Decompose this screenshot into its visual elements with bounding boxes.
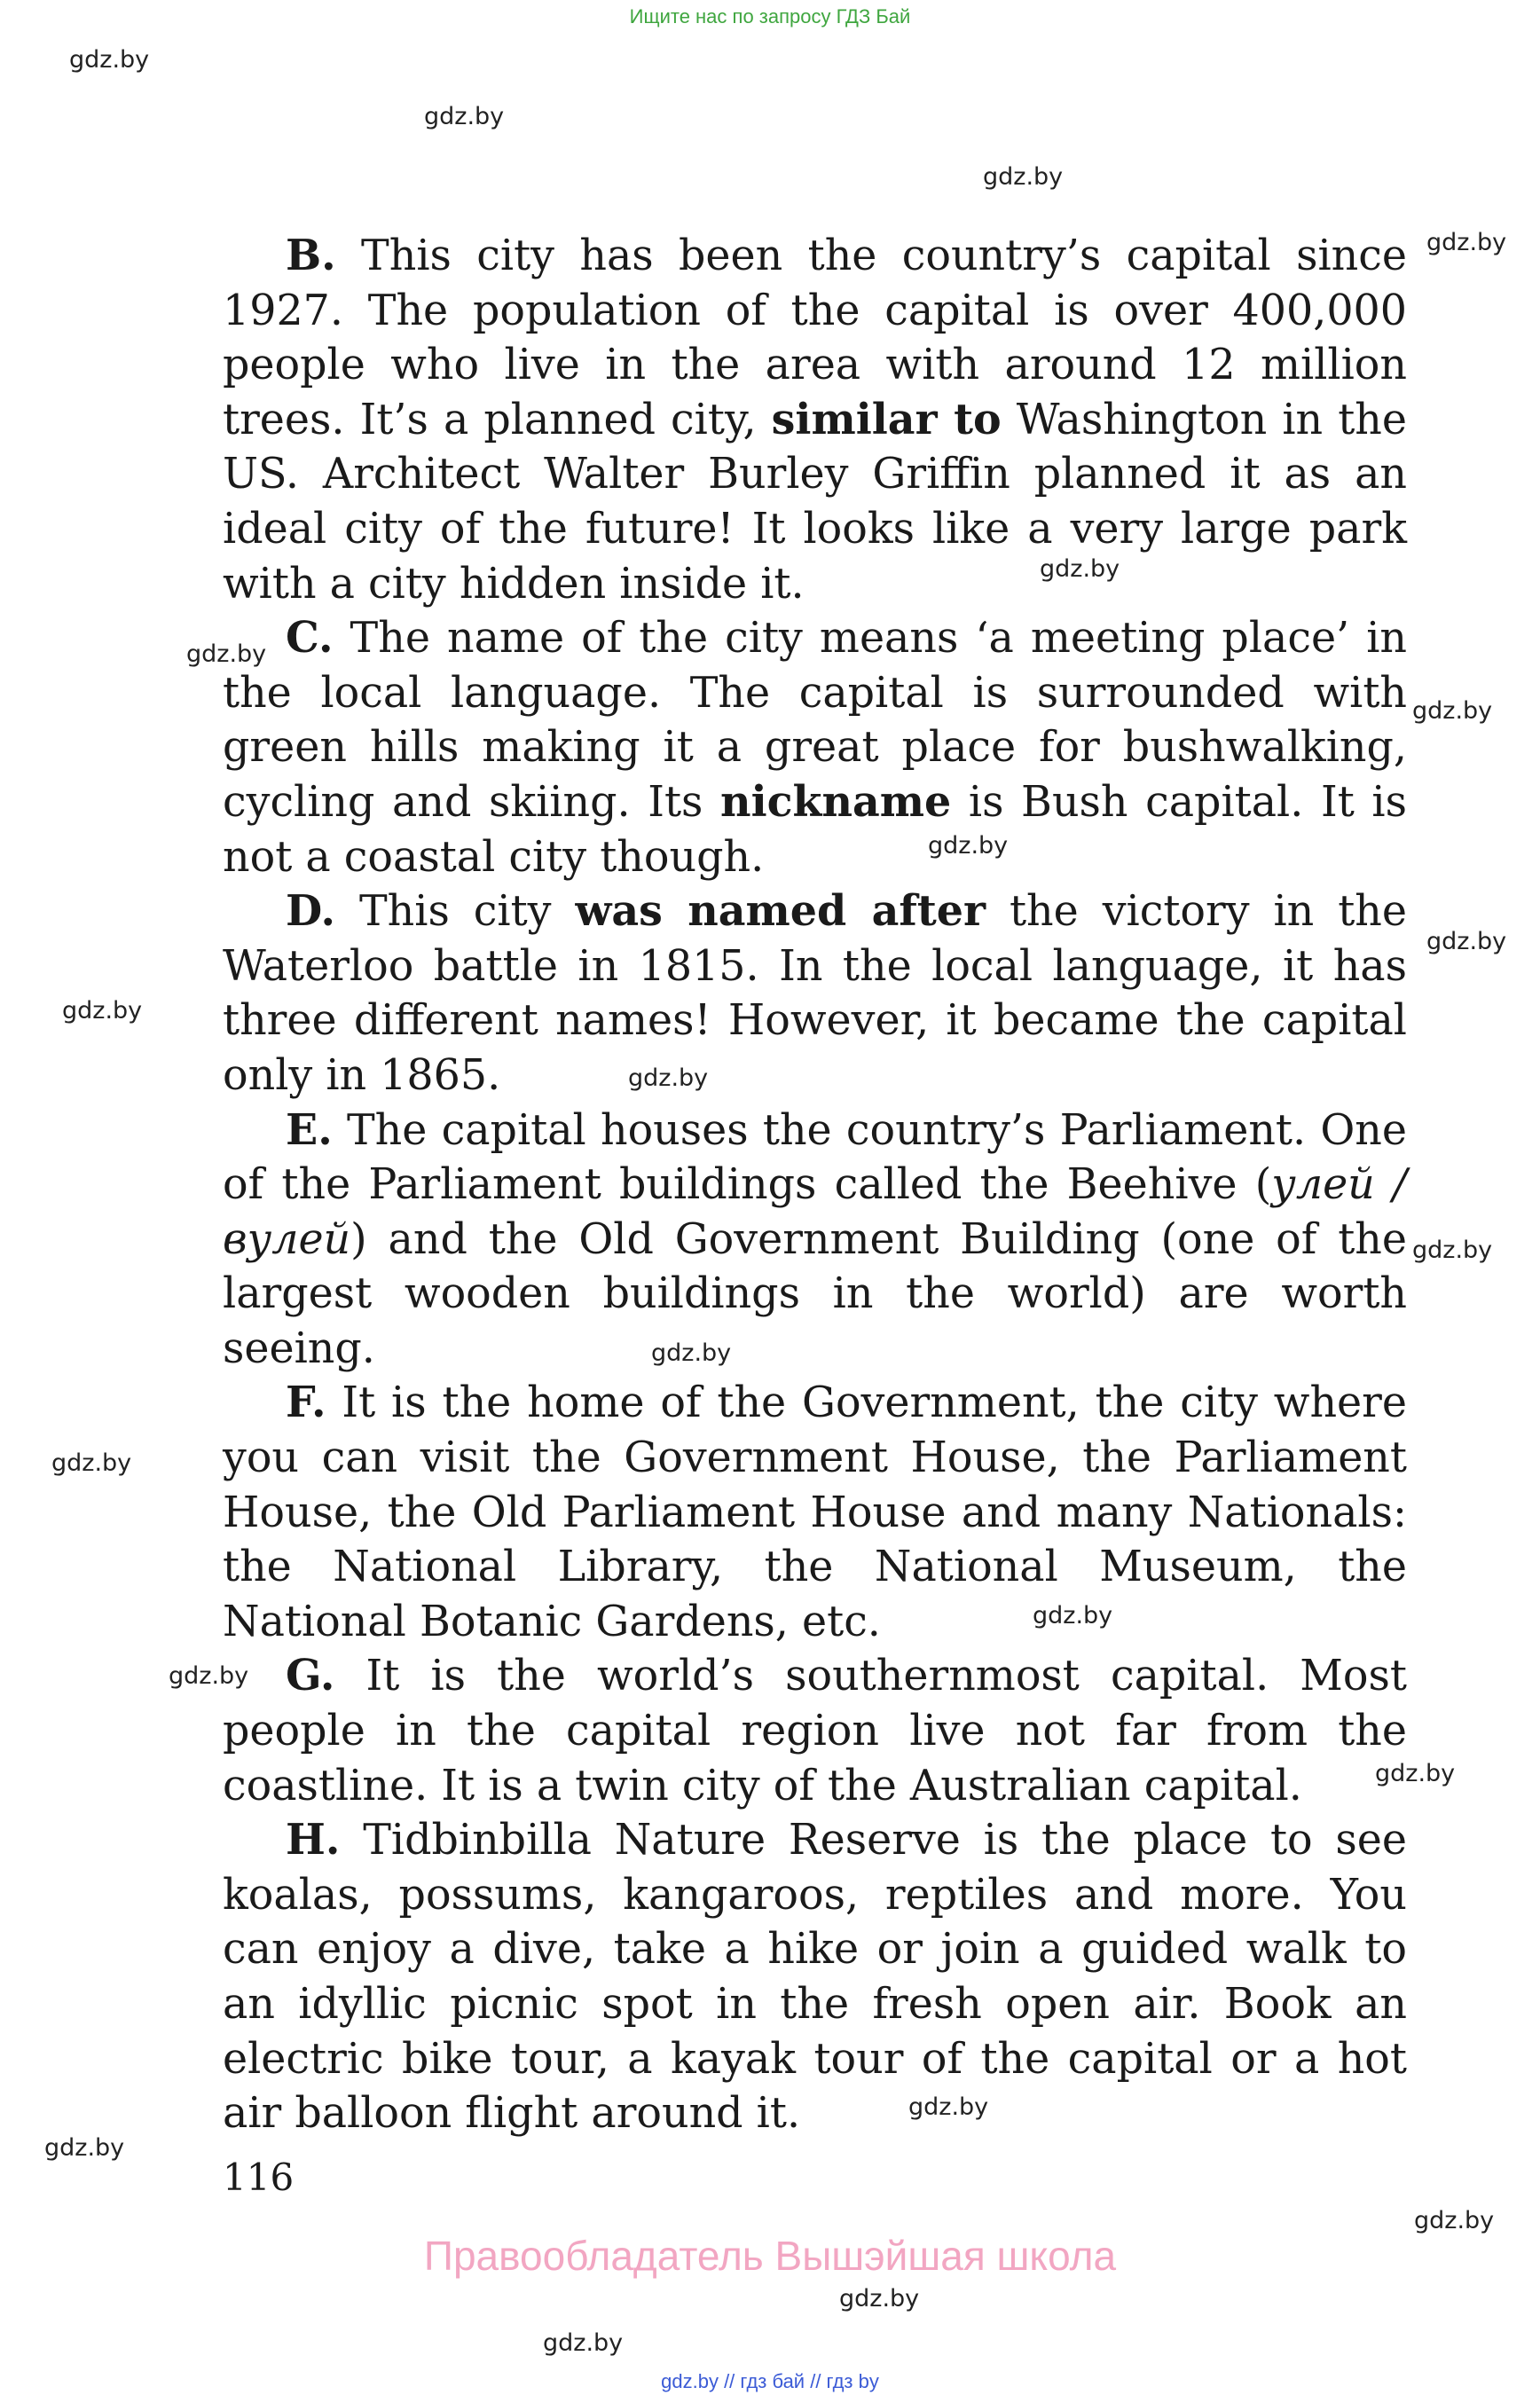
watermark: gdz.by (651, 1339, 732, 1367)
watermark: gdz.by (1426, 229, 1507, 256)
paragraph-h (223, 1813, 1407, 2141)
watermark: gdz.by (1040, 555, 1120, 583)
paragraph-text: The name of the city means ‘a meeting place’ in the local language. The capital is surrounded with green hills making it a great place for bushwalking, cycling and skiing. Its (223, 614, 1407, 827)
watermark: gdz.by (628, 1064, 709, 1092)
top-banner[interactable]: Ищите нас по запросу ГДЗ Бай (629, 5, 911, 27)
watermark: gdz.by (69, 46, 150, 74)
watermark: gdz.by (1375, 1760, 1456, 1787)
watermark: gdz.by (543, 2329, 624, 2357)
paragraph-d (223, 884, 1407, 1103)
watermark: gdz.by (62, 997, 143, 1025)
paragraph-letter: G. (286, 1651, 335, 1701)
rights-holder-notice: Правообладатель Вышэйшая школа (423, 2233, 1117, 2279)
watermark: gdz.by (1033, 1602, 1113, 1629)
paragraph-text: ) and the Old Government Building (one of the largest wooden buildings in the world) are worth seeing. (223, 1214, 1407, 1373)
watermark: gdz.by (1414, 2207, 1495, 2234)
watermark: gdz.by (928, 832, 1009, 860)
footer-links[interactable]: gdz.by // гдз бай // гдз by (661, 2370, 879, 2392)
text-body (223, 229, 1407, 2141)
paragraph-g (223, 1649, 1407, 1813)
page-number: 116 (223, 2156, 295, 2199)
paragraph-text: This city (335, 887, 576, 937)
paragraph-e (223, 1103, 1407, 1377)
paragraph-text: It is the world’s southernmost capital. Most people in the capital region live not far from the coastline. It is a twin city of the Australian capital. (223, 1652, 1407, 1810)
watermark: gdz.by (1412, 697, 1493, 725)
paragraph-text: Washington in the US. Architect Walter Burley Griffin planned it as an ideal city of the future! It looks like a very large park with a city hidden inside it. (223, 395, 1407, 609)
paragraph-letter: C. (286, 613, 334, 664)
paragraph-b (223, 229, 1407, 611)
paragraph-text: Tidbinbilla Nature Reserve is the place to see koalas, possums, kangaroos, reptiles and more. You can enjoy a dive, take a hike or join a guided walk to an idyllic picnic spot in the fresh open air. Book an electric bike tour, a kayak tour of the capital or a hot air balloon flight around it. (223, 1816, 1407, 2139)
watermark: gdz.by (51, 1449, 132, 1477)
paragraph-text: This city has been the country’s capital since 1927. The population of the capital is over 400,000 people who live in the area with around 12 million trees. It’s a planned city, (223, 232, 1407, 444)
paragraph-letter: E. (286, 1104, 333, 1155)
key-phrase: nickname (720, 776, 952, 827)
watermark: gdz.by (44, 2134, 125, 2162)
key-phrase: was named after (575, 886, 986, 937)
paragraph-text: is Bush capital. It is not a coastal city though. (223, 777, 1407, 882)
paragraph-c (223, 611, 1407, 884)
watermark: gdz.by (1412, 1237, 1493, 1264)
paragraph-text: the victory in the Waterloo battle in 1815. In the local language, it has three different names! However, it became the capital only in 1865. (223, 887, 1407, 1100)
paragraph-f (223, 1376, 1407, 1649)
paragraph-text: The capital houses the country’s Parliament. One of the Parliament buildings called the Beehive ( (223, 1105, 1407, 1210)
watermark: gdz.by (424, 103, 505, 130)
watermark: gdz.by (983, 163, 1064, 191)
watermark: gdz.by (1426, 928, 1507, 955)
paragraph-letter: D. (286, 886, 336, 937)
watermark: gdz.by (169, 1662, 249, 1690)
paragraph-letter: B. (286, 231, 336, 280)
translation-note: улей / вулей (223, 1160, 1407, 1264)
paragraph-letter: H. (286, 1815, 341, 1865)
paragraph-letter: F. (286, 1378, 326, 1428)
watermark: gdz.by (908, 2093, 989, 2121)
watermark: gdz.by (186, 640, 267, 668)
paragraph-text: It is the home of the Government, the city where you can visit the Government House, the Parliament House, the Old Parliament House and many Nationals: the National Library, the National Museum, the National Botanic Gardens, etc. (223, 1378, 1407, 1646)
watermark: gdz.by (839, 2285, 920, 2313)
key-phrase: similar to (771, 394, 1002, 444)
